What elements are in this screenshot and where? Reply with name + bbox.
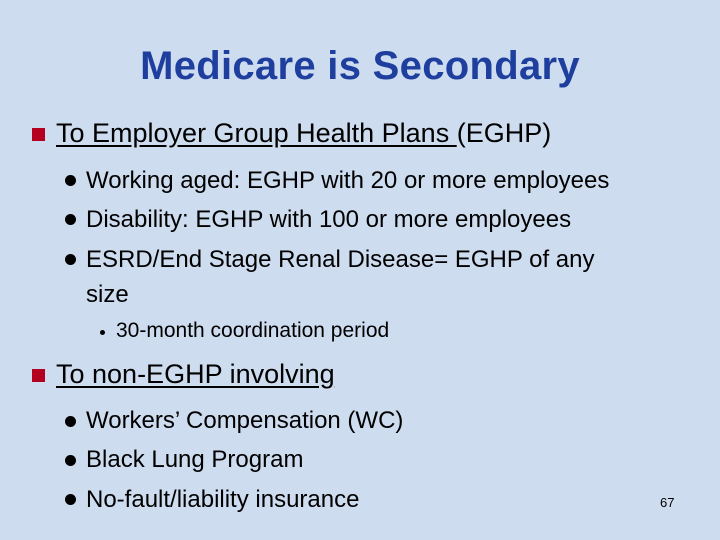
section1-subitem: 30-month coordination period: [116, 319, 390, 342]
section1-item-1: Working aged: EGHP with 20 or more employees: [86, 167, 610, 194]
section1-item-3: ESRD/End Stage Renal Disease= EGHP of any: [86, 246, 595, 273]
page-number: 67: [660, 495, 675, 510]
small-bullet-icon: [100, 330, 105, 335]
section2-heading-underlined: To non-EGHP involving: [56, 359, 335, 389]
section1-item-3-continuation: size: [86, 281, 129, 308]
section1-heading-rest: (EGHP): [456, 118, 552, 148]
round-bullet-icon: [65, 254, 76, 265]
round-bullet-icon: [65, 494, 76, 505]
round-bullet-icon: [65, 214, 76, 225]
section2-heading: [56, 359, 335, 390]
square-bullet-icon: [32, 369, 45, 382]
square-bullet-icon: [32, 128, 45, 141]
round-bullet-icon: [65, 455, 76, 466]
section1-heading: [56, 118, 551, 149]
round-bullet-icon: [65, 175, 76, 186]
section2-item-1: Workers’ Compensation (WC): [86, 407, 404, 434]
section2-item-3: No-fault/liability insurance: [86, 486, 360, 513]
section2-item-2: Black Lung Program: [86, 446, 304, 473]
section1-item-2: Disability: EGHP with 100 or more employees: [86, 206, 572, 233]
round-bullet-icon: [65, 416, 76, 427]
slide-title: Medicare is Secondary: [140, 44, 580, 88]
section1-heading-underlined: To Employer Group Health Plans: [56, 118, 457, 148]
